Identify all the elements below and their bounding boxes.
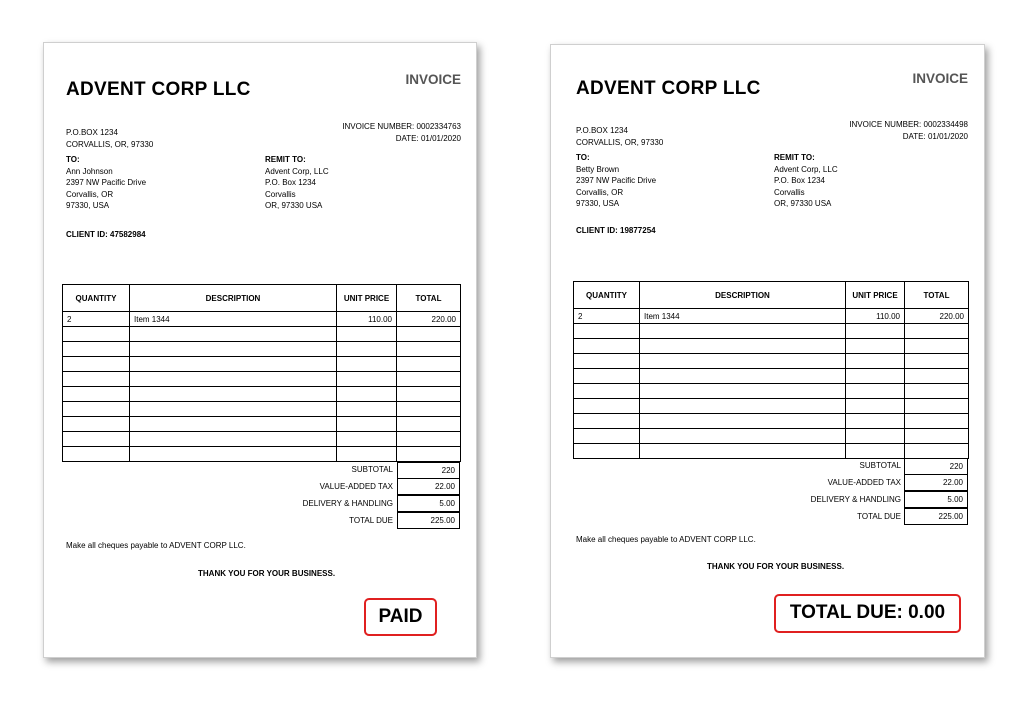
- address-line: CORVALLIS, OR, 97330: [66, 139, 154, 149]
- empty-row: [574, 429, 969, 444]
- bill-to-block: [66, 154, 146, 212]
- line-items-table: [573, 281, 969, 459]
- remit-to-line: Advent Corp, LLC: [774, 164, 838, 174]
- address-line: P.O.BOX 1234: [576, 126, 628, 135]
- vat-label: VALUE-ADDED TAX: [827, 478, 901, 487]
- column-header: TOTAL: [905, 282, 969, 309]
- delivery-label: DELIVERY & HANDLING: [302, 499, 393, 508]
- remit-to-line: Corvallis: [774, 187, 805, 197]
- subtotal-label: SUBTOTAL: [351, 465, 393, 474]
- subtotal-value: 220: [904, 458, 968, 475]
- company-name: ADVENT CORP LLC: [66, 79, 251, 100]
- payment-note: Make all cheques payable to ADVENT CORP LLC.: [66, 541, 246, 550]
- remit-to-line: OR, 97330 USA: [774, 199, 832, 208]
- quantity-cell: 2: [574, 309, 640, 324]
- invoice-meta: [342, 121, 461, 144]
- remit-to-line: Corvallis: [265, 189, 296, 199]
- summary-block: [551, 457, 984, 527]
- invoice-date: DATE: 01/01/2020: [395, 133, 461, 143]
- bill-to-line: Ann Johnson: [66, 166, 113, 176]
- empty-row: [574, 414, 969, 429]
- column-header: UNIT PRICE: [846, 282, 905, 309]
- unit-price-cell: 110.00: [337, 312, 397, 327]
- empty-row: [63, 447, 461, 462]
- empty-row: [574, 369, 969, 384]
- empty-row: [63, 342, 461, 357]
- line-items-table: [62, 284, 461, 462]
- column-header: UNIT PRICE: [337, 285, 397, 312]
- subtotal-value: 220: [397, 462, 460, 479]
- client-id: CLIENT ID: 19877254: [576, 226, 656, 235]
- thank-you-text: THANK YOU FOR YOUR BUSINESS.: [707, 562, 845, 571]
- empty-row: [63, 387, 461, 402]
- column-header: TOTAL: [397, 285, 461, 312]
- bill-to-line: 2397 NW Pacific Drive: [66, 178, 147, 187]
- remit-to-block: [774, 152, 838, 210]
- column-header: DESCRIPTION: [640, 282, 846, 309]
- client-id: CLIENT ID: 47582984: [66, 230, 146, 239]
- remit-to-label: REMIT TO:: [265, 155, 306, 164]
- thank-you-text: THANK YOU FOR YOUR BUSINESS.: [198, 569, 336, 578]
- table-row: [63, 312, 461, 327]
- empty-row: [574, 384, 969, 399]
- bill-to-line: Betty Brown: [576, 164, 620, 174]
- quantity-cell: 2: [63, 312, 130, 327]
- company-address: [576, 125, 663, 148]
- payment-note: Make all cheques payable to ADVENT CORP LLC.: [576, 535, 756, 544]
- empty-row: [63, 432, 461, 447]
- bill-to-label: TO:: [66, 155, 80, 164]
- remit-to-block: [265, 154, 329, 212]
- description-cell: Item 1344: [640, 309, 846, 324]
- empty-row: [63, 417, 461, 432]
- bill-to-line: Corvallis, OR: [576, 187, 624, 197]
- table-row: [574, 309, 969, 324]
- invoice-meta: [849, 119, 968, 142]
- unit-price-cell: 110.00: [846, 309, 905, 324]
- remit-to-line: Advent Corp, LLC: [265, 166, 329, 176]
- empty-row: [574, 399, 969, 414]
- company-address: [66, 127, 153, 150]
- column-header: DESCRIPTION: [130, 285, 337, 312]
- remit-to-line: P.O. Box 1234: [265, 178, 316, 187]
- total-due-value: 225.00: [904, 508, 968, 525]
- description-cell: Item 1344: [130, 312, 337, 327]
- empty-row: [63, 327, 461, 342]
- delivery-value: 5.00: [904, 491, 968, 508]
- bill-to-block: [576, 152, 656, 210]
- bill-to-label: TO:: [576, 153, 590, 162]
- vat-value: 22.00: [397, 478, 460, 495]
- remit-to-line: P.O. Box 1234: [774, 176, 825, 185]
- delivery-label: DELIVERY & HANDLING: [810, 495, 901, 504]
- vat-value: 22.00: [904, 474, 968, 491]
- delivery-value: 5.00: [397, 495, 460, 512]
- column-header: QUANTITY: [63, 285, 130, 312]
- bill-to-line: 97330, USA: [576, 199, 620, 208]
- empty-row: [574, 354, 969, 369]
- total-due-label: TOTAL DUE: [857, 512, 901, 521]
- empty-row: [63, 372, 461, 387]
- invoice-title: INVOICE: [405, 72, 461, 87]
- empty-row: [574, 324, 969, 339]
- total-due-label: TOTAL DUE: [349, 516, 393, 525]
- total-cell: 220.00: [397, 312, 461, 327]
- empty-row: [574, 339, 969, 354]
- invoice-number: INVOICE NUMBER: 0002334498: [849, 120, 968, 129]
- bill-to-line: 97330, USA: [66, 201, 110, 210]
- invoice-date: DATE: 01/01/2020: [902, 131, 968, 141]
- address-line: P.O.BOX 1234: [66, 128, 118, 137]
- bill-to-line: Corvallis, OR: [66, 189, 114, 199]
- bill-to-line: 2397 NW Pacific Drive: [576, 176, 657, 185]
- remit-to-line: OR, 97330 USA: [265, 201, 323, 210]
- empty-row: [63, 357, 461, 372]
- column-header: QUANTITY: [574, 282, 640, 309]
- total-due-value: 225.00: [397, 512, 460, 529]
- summary-block: [44, 461, 476, 531]
- total-due-stamp: TOTAL DUE: 0.00: [774, 594, 961, 633]
- invoice-page-left: [43, 42, 477, 658]
- invoice-number: INVOICE NUMBER: 0002334763: [342, 122, 461, 131]
- vat-label: VALUE-ADDED TAX: [319, 482, 393, 491]
- total-cell: 220.00: [905, 309, 969, 324]
- subtotal-label: SUBTOTAL: [859, 461, 901, 470]
- invoice-page-right: [550, 44, 985, 658]
- company-name: ADVENT CORP LLC: [576, 78, 761, 99]
- empty-row: [63, 402, 461, 417]
- paid-stamp: PAID: [364, 598, 437, 636]
- address-line: CORVALLIS, OR, 97330: [576, 137, 664, 147]
- remit-to-label: REMIT TO:: [774, 153, 815, 162]
- invoice-title: INVOICE: [912, 71, 968, 86]
